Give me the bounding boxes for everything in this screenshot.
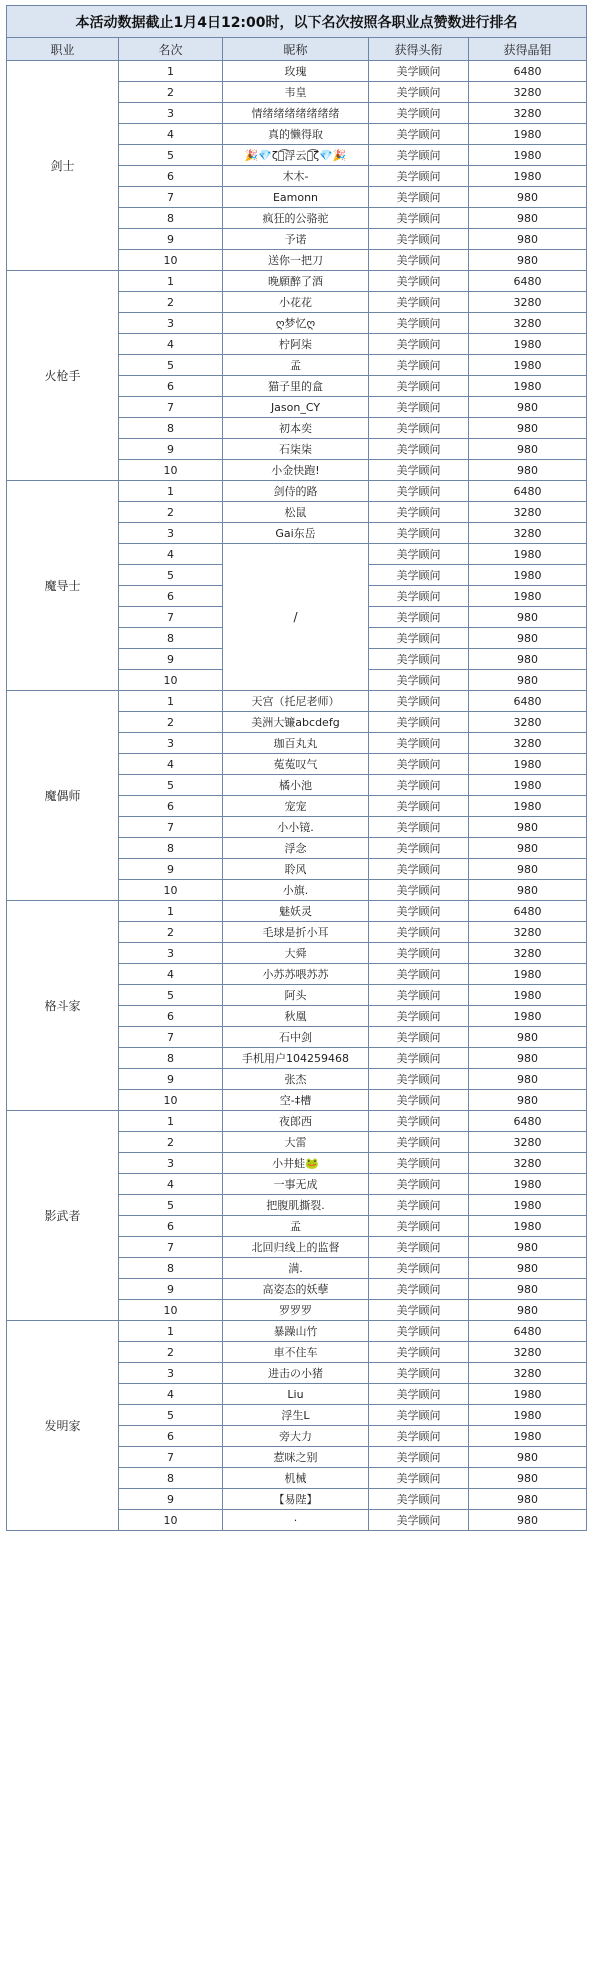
header-rank: 名次 <box>119 38 223 61</box>
prize-cell: 1980 <box>469 775 587 796</box>
rank-cell: 6 <box>119 586 223 607</box>
nickname-cell: 魅妖灵 <box>223 901 369 922</box>
rank-cell: 4 <box>119 124 223 145</box>
rank-cell: 10 <box>119 1510 223 1531</box>
nickname-cell: / <box>223 544 369 691</box>
ranking-table <box>6 5 587 1531</box>
prize-cell: 980 <box>469 1090 587 1111</box>
nickname-cell: 孟 <box>223 355 369 376</box>
rank-cell: 5 <box>119 1405 223 1426</box>
rank-cell: 6 <box>119 1216 223 1237</box>
title-cell: 美学顾问 <box>369 964 469 985</box>
table-row <box>7 1321 587 1342</box>
rank-cell: 9 <box>119 649 223 670</box>
rank-cell: 6 <box>119 1006 223 1027</box>
title-cell: 美学顾问 <box>369 796 469 817</box>
title-cell: 美学顾问 <box>369 985 469 1006</box>
title-cell: 美学顾问 <box>369 1426 469 1447</box>
title-cell: 美学顾问 <box>369 544 469 565</box>
header-row <box>7 38 587 61</box>
table-row <box>7 61 587 82</box>
nickname-cell: 小井蛙🐸 <box>223 1153 369 1174</box>
nickname-cell: 张杰 <box>223 1069 369 1090</box>
title-cell: 美学顾问 <box>369 124 469 145</box>
prize-cell: 3280 <box>469 922 587 943</box>
header-job: 职业 <box>7 38 119 61</box>
rank-cell: 7 <box>119 397 223 418</box>
title-cell: 美学顾问 <box>369 1321 469 1342</box>
nickname-cell: 秋凰 <box>223 1006 369 1027</box>
prize-cell: 980 <box>469 397 587 418</box>
table-body <box>7 61 587 1531</box>
prize-cell: 3280 <box>469 1153 587 1174</box>
prize-cell: 6480 <box>469 271 587 292</box>
rank-cell: 10 <box>119 1090 223 1111</box>
nickname-cell: 石中剑 <box>223 1027 369 1048</box>
nickname-cell: 阿头 <box>223 985 369 1006</box>
rank-cell: 4 <box>119 964 223 985</box>
nickname-cell: 把腹肌撕裂. <box>223 1195 369 1216</box>
title-cell: 美学顾问 <box>369 1384 469 1405</box>
prize-cell: 1980 <box>469 1174 587 1195</box>
rank-cell: 7 <box>119 817 223 838</box>
nickname-cell: 浮生L <box>223 1405 369 1426</box>
rank-cell: 10 <box>119 250 223 271</box>
nickname-cell: 夜郎西 <box>223 1111 369 1132</box>
nickname-cell: 罗罗罗 <box>223 1300 369 1321</box>
prize-cell: 980 <box>469 859 587 880</box>
title-cell: 美学顾问 <box>369 418 469 439</box>
table-row <box>7 901 587 922</box>
nickname-cell: 小苏苏喂苏苏 <box>223 964 369 985</box>
rank-cell: 2 <box>119 292 223 313</box>
nickname-cell: 毛球是折小耳 <box>223 922 369 943</box>
prize-cell: 980 <box>469 1237 587 1258</box>
prize-cell: 1980 <box>469 1426 587 1447</box>
rank-cell: 9 <box>119 439 223 460</box>
prize-cell: 1980 <box>469 1195 587 1216</box>
prize-cell: 980 <box>469 1510 587 1531</box>
prize-cell: 1980 <box>469 964 587 985</box>
prize-cell: 980 <box>469 1258 587 1279</box>
rank-cell: 5 <box>119 355 223 376</box>
rank-cell: 2 <box>119 82 223 103</box>
title-cell: 美学顾问 <box>369 481 469 502</box>
header-title: 获得头衔 <box>369 38 469 61</box>
rank-cell: 8 <box>119 1048 223 1069</box>
prize-cell: 980 <box>469 229 587 250</box>
rank-cell: 1 <box>119 691 223 712</box>
rank-cell: 6 <box>119 376 223 397</box>
nickname-cell: 送你一把刀 <box>223 250 369 271</box>
rank-cell: 4 <box>119 754 223 775</box>
prize-cell: 980 <box>469 1027 587 1048</box>
title-cell: 美学顾问 <box>369 838 469 859</box>
prize-cell: 980 <box>469 418 587 439</box>
table-row <box>7 691 587 712</box>
title-cell: 美学顾问 <box>369 943 469 964</box>
rank-cell: 6 <box>119 796 223 817</box>
prize-cell: 3280 <box>469 292 587 313</box>
title-cell: 美学顾问 <box>369 250 469 271</box>
nickname-cell: 松鼠 <box>223 502 369 523</box>
nickname-cell: 小旗. <box>223 880 369 901</box>
job-cell: 火枪手 <box>7 271 119 481</box>
prize-cell: 980 <box>469 1300 587 1321</box>
nickname-cell: 惹咪之别 <box>223 1447 369 1468</box>
prize-cell: 1980 <box>469 1384 587 1405</box>
prize-cell: 980 <box>469 628 587 649</box>
title-cell: 美学顾问 <box>369 1069 469 1090</box>
prize-cell: 6480 <box>469 1111 587 1132</box>
title-cell: 美学顾问 <box>369 61 469 82</box>
rank-cell: 1 <box>119 271 223 292</box>
title-cell: 美学顾问 <box>369 145 469 166</box>
prize-cell: 980 <box>469 1279 587 1300</box>
prize-cell: 980 <box>469 1447 587 1468</box>
nickname-cell: 珈百丸丸 <box>223 733 369 754</box>
job-cell: 发明家 <box>7 1321 119 1531</box>
rank-cell: 7 <box>119 1447 223 1468</box>
title-cell: 美学顾问 <box>369 1447 469 1468</box>
prize-cell: 3280 <box>469 733 587 754</box>
title-cell: 美学顾问 <box>369 733 469 754</box>
prize-cell: 980 <box>469 439 587 460</box>
job-cell: 魔导士 <box>7 481 119 691</box>
prize-cell: 1980 <box>469 355 587 376</box>
nickname-cell: 宠宠 <box>223 796 369 817</box>
rank-cell: 3 <box>119 1153 223 1174</box>
prize-cell: 980 <box>469 208 587 229</box>
title-cell: 美学顾问 <box>369 712 469 733</box>
prize-cell: 1980 <box>469 1405 587 1426</box>
title-cell: 美学顾问 <box>369 1258 469 1279</box>
title-cell: 美学顾问 <box>369 523 469 544</box>
title-cell: 美学顾问 <box>369 355 469 376</box>
title-cell: 美学顾问 <box>369 880 469 901</box>
title-cell: 美学顾问 <box>369 1405 469 1426</box>
title-cell: 美学顾问 <box>369 565 469 586</box>
job-cell: 影武者 <box>7 1111 119 1321</box>
title-cell: 美学顾问 <box>369 607 469 628</box>
title-cell: 美学顾问 <box>369 82 469 103</box>
rank-cell: 1 <box>119 901 223 922</box>
title-cell: 美学顾问 <box>369 1090 469 1111</box>
title-cell: 美学顾问 <box>369 691 469 712</box>
title-cell: 美学顾问 <box>369 1342 469 1363</box>
nickname-cell: 美洲大镰abcdefg <box>223 712 369 733</box>
rank-cell: 10 <box>119 670 223 691</box>
nickname-cell: 初本奕 <box>223 418 369 439</box>
nickname-cell: · <box>223 1510 369 1531</box>
rank-cell: 3 <box>119 313 223 334</box>
rank-cell: 7 <box>119 1027 223 1048</box>
ranking-table-container <box>6 5 586 1531</box>
title-cell: 美学顾问 <box>369 313 469 334</box>
nickname-cell: 浮念 <box>223 838 369 859</box>
nickname-cell: 小小镜. <box>223 817 369 838</box>
nickname-cell: 进击の小猪 <box>223 1363 369 1384</box>
prize-cell: 3280 <box>469 1132 587 1153</box>
rank-cell: 2 <box>119 1342 223 1363</box>
prize-cell: 980 <box>469 187 587 208</box>
nickname-cell: 猫子里的盒 <box>223 376 369 397</box>
nickname-cell: 孟 <box>223 1216 369 1237</box>
rank-cell: 1 <box>119 1321 223 1342</box>
rank-cell: 5 <box>119 565 223 586</box>
prize-cell: 3280 <box>469 1363 587 1384</box>
rank-cell: 9 <box>119 859 223 880</box>
nickname-cell: 聆风 <box>223 859 369 880</box>
title-cell: 美学顾问 <box>369 1279 469 1300</box>
prize-cell: 980 <box>469 880 587 901</box>
rank-cell: 1 <box>119 1111 223 1132</box>
prize-cell: 3280 <box>469 943 587 964</box>
nickname-cell: 晚願醉了酒 <box>223 271 369 292</box>
title-cell: 美学顾问 <box>369 1510 469 1531</box>
rank-cell: 2 <box>119 502 223 523</box>
rank-cell: 4 <box>119 1384 223 1405</box>
nickname-cell: 暴躁山竹 <box>223 1321 369 1342</box>
title-cell: 美学顾问 <box>369 1489 469 1510</box>
nickname-cell: 北回归线上的监督 <box>223 1237 369 1258</box>
rank-cell: 7 <box>119 607 223 628</box>
nickname-cell: 韦皇 <box>223 82 369 103</box>
title-cell: 美学顾问 <box>369 1237 469 1258</box>
prize-cell: 6480 <box>469 901 587 922</box>
prize-cell: 1980 <box>469 124 587 145</box>
rank-cell: 1 <box>119 61 223 82</box>
title-cell: 美学顾问 <box>369 271 469 292</box>
table-row <box>7 481 587 502</box>
prize-cell: 3280 <box>469 712 587 733</box>
title-cell: 美学顾问 <box>369 901 469 922</box>
rank-cell: 3 <box>119 733 223 754</box>
prize-cell: 6480 <box>469 61 587 82</box>
rank-cell: 5 <box>119 145 223 166</box>
title-cell: 美学顾问 <box>369 1216 469 1237</box>
prize-cell: 980 <box>469 670 587 691</box>
prize-cell: 980 <box>469 250 587 271</box>
prize-cell: 3280 <box>469 523 587 544</box>
title-cell: 美学顾问 <box>369 1111 469 1132</box>
nickname-cell: 玫瑰 <box>223 61 369 82</box>
rank-cell: 8 <box>119 1468 223 1489</box>
header-prize: 获得晶钼 <box>469 38 587 61</box>
prize-cell: 3280 <box>469 82 587 103</box>
nickname-cell: 一事无成 <box>223 1174 369 1195</box>
prize-cell: 1980 <box>469 544 587 565</box>
rank-cell: 6 <box>119 1426 223 1447</box>
nickname-cell: 柠阿柒 <box>223 334 369 355</box>
rank-cell: 4 <box>119 1174 223 1195</box>
title-cell: 美学顾问 <box>369 1174 469 1195</box>
nickname-cell: 🎉💎ζั͡浮云ั͡ζ💎🎉 <box>223 145 369 166</box>
title-cell: 美学顾问 <box>369 397 469 418</box>
nickname-cell: 大雷 <box>223 1132 369 1153</box>
nickname-cell: 菟菟叹气 <box>223 754 369 775</box>
rank-cell: 10 <box>119 460 223 481</box>
nickname-cell: Liu <box>223 1384 369 1405</box>
prize-cell: 1980 <box>469 586 587 607</box>
prize-cell: 980 <box>469 607 587 628</box>
nickname-cell: 满. <box>223 1258 369 1279</box>
nickname-cell: 疯狂的公骆驼 <box>223 208 369 229</box>
rank-cell: 2 <box>119 922 223 943</box>
title-cell: 美学顾问 <box>369 586 469 607</box>
prize-cell: 3280 <box>469 313 587 334</box>
prize-cell: 6480 <box>469 1321 587 1342</box>
prize-cell: 1980 <box>469 754 587 775</box>
nickname-cell: 机械 <box>223 1468 369 1489</box>
nickname-cell: 剑侍的路 <box>223 481 369 502</box>
nickname-cell: 予诺 <box>223 229 369 250</box>
prize-cell: 1980 <box>469 376 587 397</box>
prize-cell: 6480 <box>469 691 587 712</box>
title-cell: 美学顾问 <box>369 208 469 229</box>
nickname-cell: 大舜 <box>223 943 369 964</box>
nickname-cell: Jason_CY <box>223 397 369 418</box>
nickname-cell: 情绪绪绪绪绪绪绪 <box>223 103 369 124</box>
title-cell: 美学顾问 <box>369 670 469 691</box>
title-cell: 美学顾问 <box>369 229 469 250</box>
rank-cell: 9 <box>119 1279 223 1300</box>
prize-cell: 980 <box>469 838 587 859</box>
rank-cell: 10 <box>119 1300 223 1321</box>
prize-cell: 1980 <box>469 145 587 166</box>
rank-cell: 8 <box>119 628 223 649</box>
rank-cell: 4 <box>119 544 223 565</box>
rank-cell: 7 <box>119 187 223 208</box>
title-cell: 美学顾问 <box>369 187 469 208</box>
nickname-cell: 旁大力 <box>223 1426 369 1447</box>
prize-cell: 980 <box>469 1069 587 1090</box>
title-cell: 美学顾问 <box>369 103 469 124</box>
nickname-cell: 小金快跑! <box>223 460 369 481</box>
title-cell: 美学顾问 <box>369 1300 469 1321</box>
nickname-cell: 【易陛】 <box>223 1489 369 1510</box>
title-cell: 美学顾问 <box>369 649 469 670</box>
table-title: 本活动数据截止1月4日12:00时，以下名次按照各职业点赞数进行排名 <box>7 6 587 38</box>
nickname-cell: 橘小池 <box>223 775 369 796</box>
rank-cell: 2 <box>119 712 223 733</box>
prize-cell: 3280 <box>469 502 587 523</box>
nickname-cell: 高姿态的妖孽 <box>223 1279 369 1300</box>
table-row <box>7 271 587 292</box>
rank-cell: 9 <box>119 1069 223 1090</box>
prize-cell: 1980 <box>469 166 587 187</box>
rank-cell: 5 <box>119 1195 223 1216</box>
title-cell: 美学顾问 <box>369 292 469 313</box>
prize-cell: 980 <box>469 649 587 670</box>
title-cell: 美学顾问 <box>369 1027 469 1048</box>
header-nickname: 昵称 <box>223 38 369 61</box>
prize-cell: 6480 <box>469 481 587 502</box>
job-cell: 剑士 <box>7 61 119 271</box>
job-cell: 魔偶师 <box>7 691 119 901</box>
title-cell: 美学顾问 <box>369 166 469 187</box>
nickname-cell: Gai东岳 <box>223 523 369 544</box>
nickname-cell: 石柒柒 <box>223 439 369 460</box>
prize-cell: 980 <box>469 460 587 481</box>
nickname-cell: 木木- <box>223 166 369 187</box>
table-row <box>7 1111 587 1132</box>
rank-cell: 8 <box>119 1258 223 1279</box>
prize-cell: 1980 <box>469 1006 587 1027</box>
title-cell: 美学顾问 <box>369 859 469 880</box>
nickname-cell: 空-‡槽 <box>223 1090 369 1111</box>
title-cell: 美学顾问 <box>369 1468 469 1489</box>
rank-cell: 9 <box>119 1489 223 1510</box>
nickname-cell: 小花花 <box>223 292 369 313</box>
title-cell: 美学顾问 <box>369 628 469 649</box>
rank-cell: 5 <box>119 775 223 796</box>
rank-cell: 8 <box>119 838 223 859</box>
title-cell: 美学顾问 <box>369 922 469 943</box>
title-cell: 美学顾问 <box>369 1153 469 1174</box>
rank-cell: 1 <box>119 481 223 502</box>
prize-cell: 1980 <box>469 985 587 1006</box>
prize-cell: 980 <box>469 1468 587 1489</box>
prize-cell: 3280 <box>469 1342 587 1363</box>
rank-cell: 3 <box>119 523 223 544</box>
nickname-cell: 手机用户104259468 <box>223 1048 369 1069</box>
rank-cell: 8 <box>119 208 223 229</box>
title-cell: 美学顾问 <box>369 1363 469 1384</box>
prize-cell: 980 <box>469 1489 587 1510</box>
rank-cell: 6 <box>119 166 223 187</box>
title-cell: 美学顾问 <box>369 1195 469 1216</box>
nickname-cell: Eamonn <box>223 187 369 208</box>
rank-cell: 10 <box>119 880 223 901</box>
rank-cell: 3 <box>119 1363 223 1384</box>
rank-cell: 5 <box>119 985 223 1006</box>
title-cell: 美学顾问 <box>369 1048 469 1069</box>
prize-cell: 980 <box>469 817 587 838</box>
title-cell: 美学顾问 <box>369 376 469 397</box>
title-cell: 美学顾问 <box>369 460 469 481</box>
title-cell: 美学顾问 <box>369 1132 469 1153</box>
title-cell: 美学顾问 <box>369 439 469 460</box>
prize-cell: 1980 <box>469 1216 587 1237</box>
prize-cell: 1980 <box>469 565 587 586</box>
job-cell: 格斗家 <box>7 901 119 1111</box>
title-cell: 美学顾问 <box>369 1006 469 1027</box>
prize-cell: 1980 <box>469 796 587 817</box>
prize-cell: 1980 <box>469 334 587 355</box>
nickname-cell: 車不住车 <box>223 1342 369 1363</box>
title-cell: 美学顾问 <box>369 775 469 796</box>
title-cell: 美学顾问 <box>369 334 469 355</box>
rank-cell: 3 <box>119 103 223 124</box>
prize-cell: 3280 <box>469 103 587 124</box>
rank-cell: 4 <box>119 334 223 355</box>
title-cell: 美学顾问 <box>369 817 469 838</box>
prize-cell: 980 <box>469 1048 587 1069</box>
rank-cell: 9 <box>119 229 223 250</box>
rank-cell: 8 <box>119 418 223 439</box>
nickname-cell: 真的懒得取 <box>223 124 369 145</box>
rank-cell: 2 <box>119 1132 223 1153</box>
title-cell: 美学顾问 <box>369 502 469 523</box>
rank-cell: 3 <box>119 943 223 964</box>
nickname-cell: 天宫（托尼老师） <box>223 691 369 712</box>
nickname-cell: ღ梦忆ღ <box>223 313 369 334</box>
rank-cell: 7 <box>119 1237 223 1258</box>
title-cell: 美学顾问 <box>369 754 469 775</box>
